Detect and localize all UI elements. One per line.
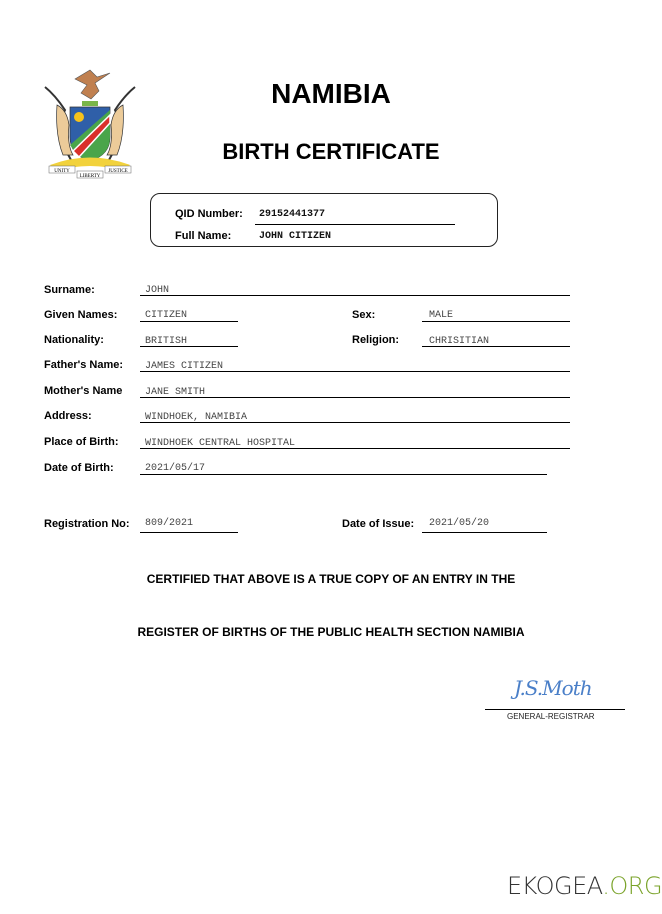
- country-title: NAMIBIA: [271, 78, 391, 109]
- registration-no-value: 809/2021: [145, 518, 194, 529]
- surname-label: Surname:: [44, 284, 95, 296]
- religion-underline: [422, 346, 570, 347]
- place-of-birth-label: Place of Birth:: [44, 436, 119, 448]
- place-of-birth-value: WINDHOEK CENTRAL HOSPITAL: [145, 438, 296, 449]
- signature-line: [485, 709, 625, 710]
- date-of-issue-underline: [422, 532, 547, 533]
- date-of-birth-value: 2021/05/17: [145, 463, 206, 474]
- given-names-value: CITIZEN: [145, 310, 188, 321]
- address-label: Address:: [44, 410, 92, 422]
- nationality-value: BRITISH: [145, 336, 188, 347]
- sex-underline: [422, 321, 570, 322]
- father-label: Father's Name:: [44, 359, 124, 371]
- signature: J.S.Moth: [514, 676, 592, 700]
- date-of-birth-label: Date of Birth:: [44, 462, 114, 474]
- document-title: BIRTH CERTIFICATE: [222, 139, 440, 164]
- svg-text:LIBERTY: LIBERTY: [79, 174, 101, 179]
- fullname-value: JOHN CITIZEN: [259, 231, 332, 242]
- mother-label: Mother's Name: [44, 385, 123, 397]
- sex-label: Sex:: [352, 309, 376, 321]
- address-underline: [140, 422, 570, 423]
- watermark-part1: EKOGEA: [507, 872, 603, 900]
- watermark: [507, 872, 662, 900]
- surname-underline: [140, 295, 570, 296]
- fullname-label: Full Name:: [175, 230, 232, 242]
- qid-label: QID Number:: [175, 208, 243, 220]
- religion-value: CHRISITIAN: [429, 336, 490, 347]
- address-value: WINDHOEK, NAMIBIA: [145, 412, 248, 423]
- date-of-issue-value: 2021/05/20: [429, 518, 490, 529]
- mother-underline: [140, 397, 570, 398]
- date-of-birth-underline: [140, 474, 547, 475]
- place-of-birth-underline: [140, 448, 570, 449]
- date-of-issue-label: Date of Issue:: [342, 518, 415, 530]
- surname-value: JOHN: [145, 285, 170, 296]
- registration-no-label: Registration No:: [44, 518, 130, 530]
- watermark-part2: .ORG: [602, 872, 662, 900]
- given-names-label: Given Names:: [44, 309, 118, 321]
- sex-value: MALE: [429, 310, 454, 321]
- certification-line-2: REGISTER OF BIRTHS OF THE PUBLIC HEALTH SECTION NAMIBIA: [137, 625, 525, 639]
- svg-text:UNITY: UNITY: [54, 169, 70, 174]
- nationality-label: Nationality:: [44, 334, 104, 346]
- registration-no-underline: [140, 532, 238, 533]
- signer-title: GENERAL-REGISTRAR: [507, 712, 595, 721]
- father-value: JAMES CITIZEN: [145, 361, 224, 372]
- qid-value: 29152441377: [259, 209, 326, 220]
- given-names-underline: [140, 321, 238, 322]
- svg-text:JUSTICE: JUSTICE: [108, 169, 128, 174]
- mother-value: JANE SMITH: [145, 387, 206, 398]
- religion-label: Religion:: [352, 334, 400, 346]
- nationality-underline: [140, 346, 238, 347]
- qid-underline: [255, 224, 455, 225]
- father-underline: [140, 371, 570, 372]
- certification-line-1: CERTIFIED THAT ABOVE IS A TRUE COPY OF AN ENTRY IN THE: [146, 572, 516, 586]
